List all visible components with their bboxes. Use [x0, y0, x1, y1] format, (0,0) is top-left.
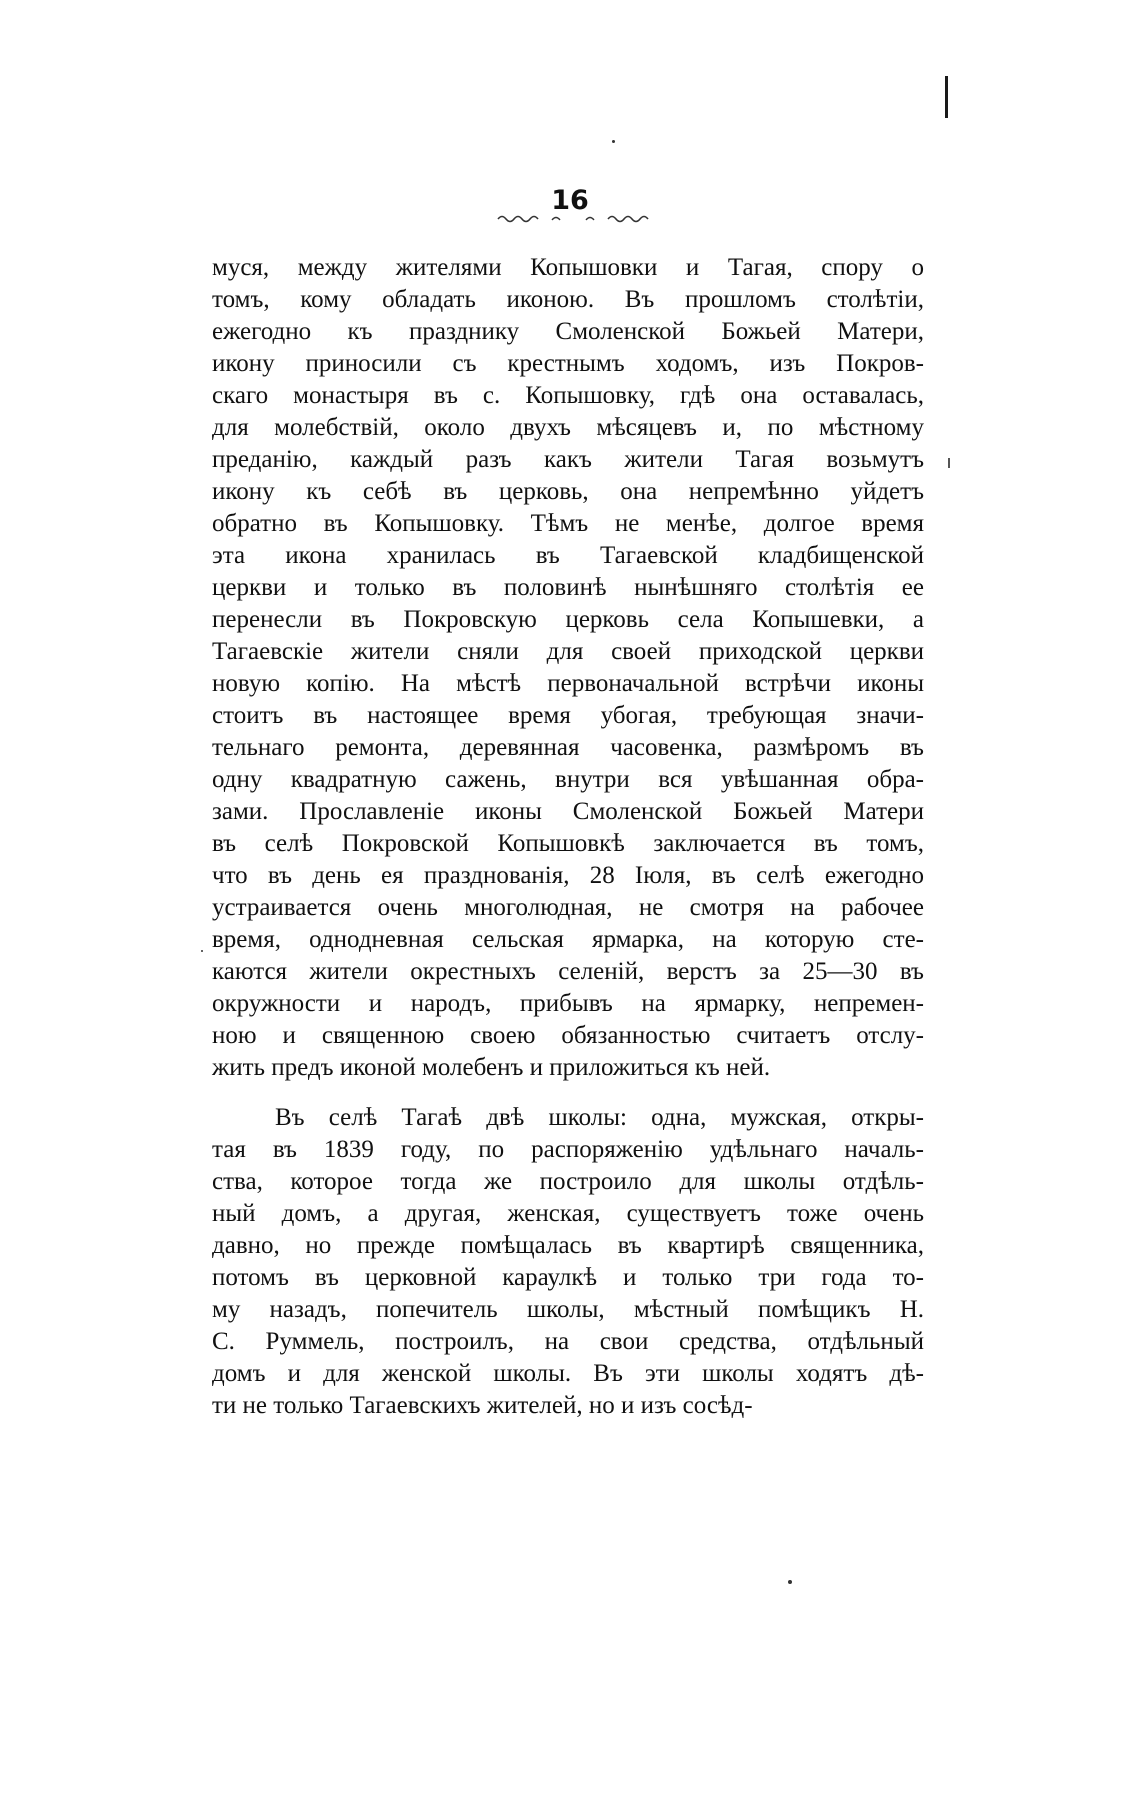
- page-number: 16: [551, 185, 589, 216]
- text-line: му назадъ, попечитель школы, мѣстный помѣщикъ Н.: [212, 1296, 924, 1323]
- text-line: ства, которое тогда же построило для школы отдѣль-: [212, 1168, 924, 1195]
- text-line: въ селѣ Покровской Копышовкѣ заключается въ томъ,: [212, 830, 924, 857]
- text-line: эта икона хранилась въ Тагаевской кладбищенской: [212, 542, 924, 569]
- paragraph-gap: [212, 1084, 924, 1102]
- text-line: скаго монастыря въ с. Копышовку, гдѣ она оставалась,: [212, 382, 924, 409]
- text-line: потомъ въ церковной караулкѣ и только три года то-: [212, 1264, 924, 1291]
- text-line: обратно въ Копышовку. Тѣмъ не менѣе, долгое время: [212, 510, 924, 537]
- text-line: одну квадратную сажень, внутри вся увѣшанная обра-: [212, 766, 924, 793]
- paragraph: [212, 252, 924, 1084]
- text-line: устраивается очень многолюдная, не смотря на рабочее: [212, 894, 924, 921]
- scan-speck: [788, 1580, 792, 1584]
- text-line: ти не только Тагаевскихъ жителей, но и изъ сосѣд-: [212, 1392, 753, 1419]
- body-text: [212, 252, 924, 1422]
- text-line: зами. Прославленіе иконы Смоленской Божьей Матери: [212, 798, 924, 825]
- header-ornament: [496, 210, 652, 226]
- text-line: ный домъ, а другая, женская, существуетъ тоже очень: [212, 1200, 924, 1227]
- text-line: для молебствій, около двухъ мѣсяцевъ и, по мѣстному: [212, 414, 924, 441]
- text-line: муся, между жителями Копышовки и Тагая, спору о: [212, 254, 924, 281]
- text-line: церкви и только въ половинѣ нынѣшняго столѣтія ее: [212, 574, 924, 601]
- text-line: тельнаго ремонта, деревянная часовенка, размѣромъ въ: [212, 734, 924, 761]
- text-line: каются жители окрестныхъ селеній, верстъ за 25—30 въ: [212, 958, 924, 985]
- text-line: жить предъ иконой молебенъ и приложиться къ ней.: [212, 1054, 771, 1081]
- scan-speck: [948, 458, 950, 468]
- text-line: икону приносили съ крестнымъ ходомъ, изъ Покров-: [212, 350, 924, 377]
- text-line: тая въ 1839 году, по распоряженію удѣльнаго началь-: [212, 1136, 924, 1163]
- text-line: домъ и для женской школы. Въ эти школы ходятъ дѣ-: [212, 1360, 924, 1387]
- text-line: давно, но прежде помѣщалась въ квартирѣ священника,: [212, 1232, 924, 1259]
- scan-speck: [201, 950, 203, 952]
- text-line: томъ, кому обладать иконою. Въ прошломъ столѣтіи,: [212, 286, 924, 313]
- text-line: преданію, каждый разъ какъ жители Тагая возьмутъ: [212, 446, 924, 473]
- paragraph: [212, 1102, 924, 1422]
- scan-speck: [612, 140, 615, 143]
- scan-edge-mark: [945, 76, 948, 118]
- text-line: окружности и народъ, прибывъ на ярмарку, непремен-: [212, 990, 924, 1017]
- text-line: время, однодневная сельская ярмарка, на которую сте-: [212, 926, 924, 953]
- text-line: стоитъ въ настоящее время убогая, требующая значи-: [212, 702, 924, 729]
- text-line: перенесли въ Покровскую церковь села Копышевки, а: [212, 606, 924, 633]
- text-line: ною и священною своею обязанностью считаетъ отслу-: [212, 1022, 924, 1049]
- text-line: новую копію. На мѣстѣ первоначальной встрѣчи иконы: [212, 670, 924, 697]
- text-line: С. Руммель, построилъ, на свои средства, отдѣльный: [212, 1328, 924, 1355]
- text-line: икону къ себѣ въ церковь, она непремѣнно уйдетъ: [212, 478, 924, 505]
- text-line: Тагаевскіе жители сняли для своей приходской церкви: [212, 638, 924, 665]
- text-line: Въ селѣ Тагаѣ двѣ школы: одна, мужская, откры-: [275, 1104, 924, 1131]
- text-line: что въ день ея празднованія, 28 Іюля, въ селѣ ежегодно: [212, 862, 924, 889]
- text-line: ежегодно къ празднику Смоленской Божьей Матери,: [212, 318, 924, 345]
